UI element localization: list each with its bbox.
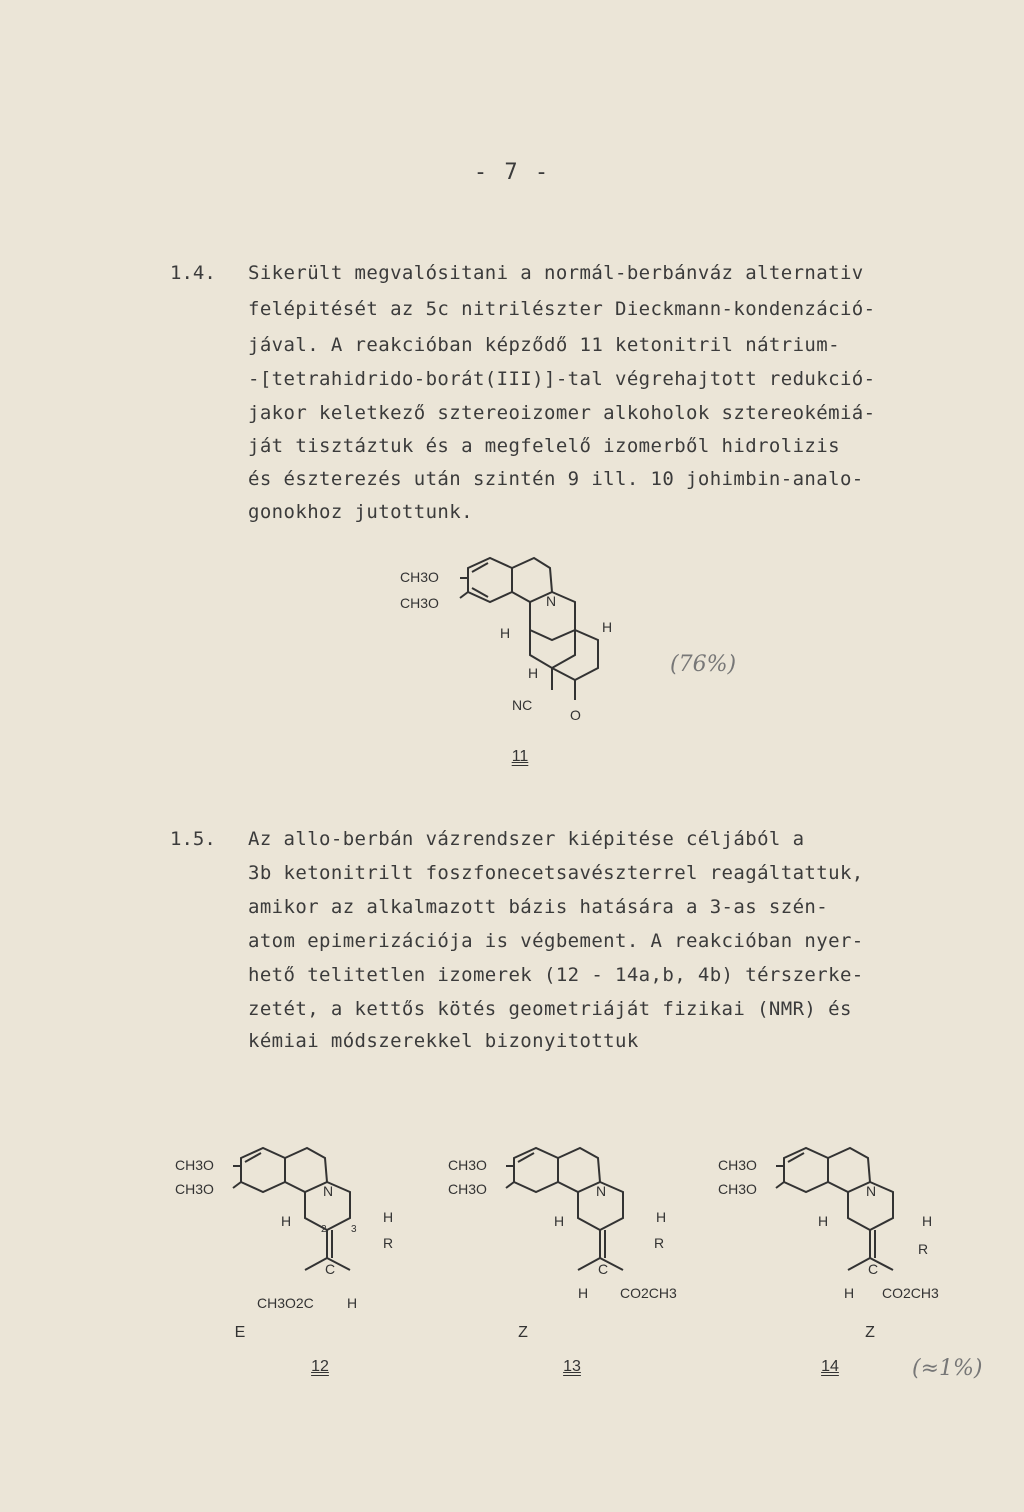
structure-12-pos2: 2 <box>321 1224 327 1235</box>
paragraph-line: zetét, a kettős kötés geometriáját fizikai (NMR) és <box>248 998 852 1020</box>
structure-14-ome2: CH3O <box>718 1181 757 1197</box>
structure-14-h1: H <box>818 1213 829 1229</box>
structure-11-nc: NC <box>512 697 533 713</box>
structure-11-number <box>480 748 560 766</box>
structure-13-sub-right: CO2CH3 <box>620 1285 677 1301</box>
structure-14-config: Z <box>865 1324 875 1341</box>
structure-12-n: N <box>323 1183 334 1199</box>
structure-13-n: N <box>596 1183 607 1199</box>
paragraph-line: hető telitetlen izomerek (12 - 14a,b, 4b) térszerke- <box>248 964 864 986</box>
structure-12-number <box>300 1358 340 1376</box>
structure-12-c: C <box>325 1261 336 1277</box>
structure-11-n: N <box>546 593 557 609</box>
paragraph-line: jával. A reakcióban képződő 11 ketonitril nátrium- <box>248 334 840 356</box>
structure-13-number-text: 13 <box>563 1358 581 1375</box>
paragraph-line: atom epimerizációja is végbement. A reakcióban nyer- <box>248 930 864 952</box>
paragraph-line: -[tetrahidrido-borát(III)]-tal végrehajtott redukció- <box>248 368 876 390</box>
paragraph-line: felépitését az 5c nitrilészter Dieckmann-kondenzáció- <box>248 298 876 320</box>
structure-12-sub-left: CH3O2C <box>257 1295 314 1311</box>
structure-13-c: C <box>598 1261 609 1277</box>
structure-12-number-text: 12 <box>311 1358 329 1375</box>
section-number: 1.5. <box>170 828 216 850</box>
paragraph-line: Sikerült megvalósitani a normál-berbánváz alternativ <box>248 262 864 284</box>
paragraph-line: Az allo-berbán vázrendszer kiépitése céljából a <box>248 828 805 850</box>
structure-14-ome1: CH3O <box>718 1157 757 1173</box>
structure-13-drawing <box>448 1148 688 1318</box>
structure-13-number <box>552 1358 592 1376</box>
structure-11-drawing <box>380 550 640 730</box>
structure-13-h2: H <box>656 1209 667 1225</box>
structure-12-config: E <box>234 1324 246 1341</box>
structure-12-h1: H <box>281 1213 292 1229</box>
paragraph-line: jakor keletkező sztereoizomer alkoholok sztereokémiá- <box>248 402 876 424</box>
structure-11-o: O <box>570 707 581 723</box>
chemical-structure-14 <box>718 1148 968 1318</box>
structure-14-r: R <box>918 1241 929 1257</box>
structure-13-sub-left: H <box>578 1285 589 1301</box>
section-number: 1.4. <box>170 262 216 284</box>
structure-14-n: N <box>866 1183 877 1199</box>
structure-12-ome1: CH3O <box>175 1157 214 1173</box>
structure-13-h1: H <box>554 1213 565 1229</box>
structure-12-drawing <box>175 1148 415 1318</box>
structure-12-ome2: CH3O <box>175 1181 214 1197</box>
chemical-structure-11 <box>380 550 640 730</box>
structure-12-r: R <box>383 1235 394 1251</box>
structure-14-number-text: 14 <box>821 1358 839 1375</box>
structure-12-sub-right: H <box>347 1295 358 1311</box>
structure-11-ome1: CH3O <box>400 569 439 585</box>
structure-12-h2: H <box>383 1209 394 1225</box>
structure-13-config: Z <box>518 1324 528 1341</box>
structure-11-h-left: H <box>500 625 511 641</box>
paragraph-line: és észterezés után szintén 9 ill. 10 johimbin-analo- <box>248 468 864 490</box>
structure-13-r: R <box>654 1235 665 1251</box>
structure-13-ome1: CH3O <box>448 1157 487 1173</box>
paragraph-line: amikor az alkalmazott bázis hatására a 3-as szén- <box>248 896 829 918</box>
structure-13-ome2: CH3O <box>448 1181 487 1197</box>
chemical-structure-12 <box>175 1148 415 1318</box>
structure-14-h2: H <box>922 1213 933 1229</box>
chemical-structure-13 <box>448 1148 688 1318</box>
structure-14-number <box>810 1358 850 1376</box>
structure-11-number-text: 11 <box>511 748 529 765</box>
handwritten-yield-note-2: (≈1%) <box>912 1356 983 1381</box>
structure-11-h-mid: H <box>528 665 539 681</box>
structure-12-pos3: 3 <box>351 1224 357 1235</box>
structure-11-h-right: H <box>602 619 613 635</box>
paragraph-line: gonokhoz jutottunk. <box>248 501 473 523</box>
paragraph-line: kémiai módszerekkel bizonyitottuk <box>248 1030 639 1052</box>
structure-14-sub-left: H <box>844 1285 855 1301</box>
paragraph-line: 3b ketonitrilt foszfonecetsavészterrel reagáltattuk, <box>248 862 864 884</box>
paragraph-line: ját tisztáztuk és a megfelelő izomerből hidrolizis <box>248 435 840 457</box>
structure-11-ome2: CH3O <box>400 595 439 611</box>
handwritten-yield-note: (76%) <box>670 652 737 677</box>
structure-14-drawing <box>718 1148 968 1318</box>
page-number: - 7 - <box>473 160 551 185</box>
structure-14-c: C <box>868 1261 879 1277</box>
structure-14-sub-right: CO2CH3 <box>882 1285 939 1301</box>
